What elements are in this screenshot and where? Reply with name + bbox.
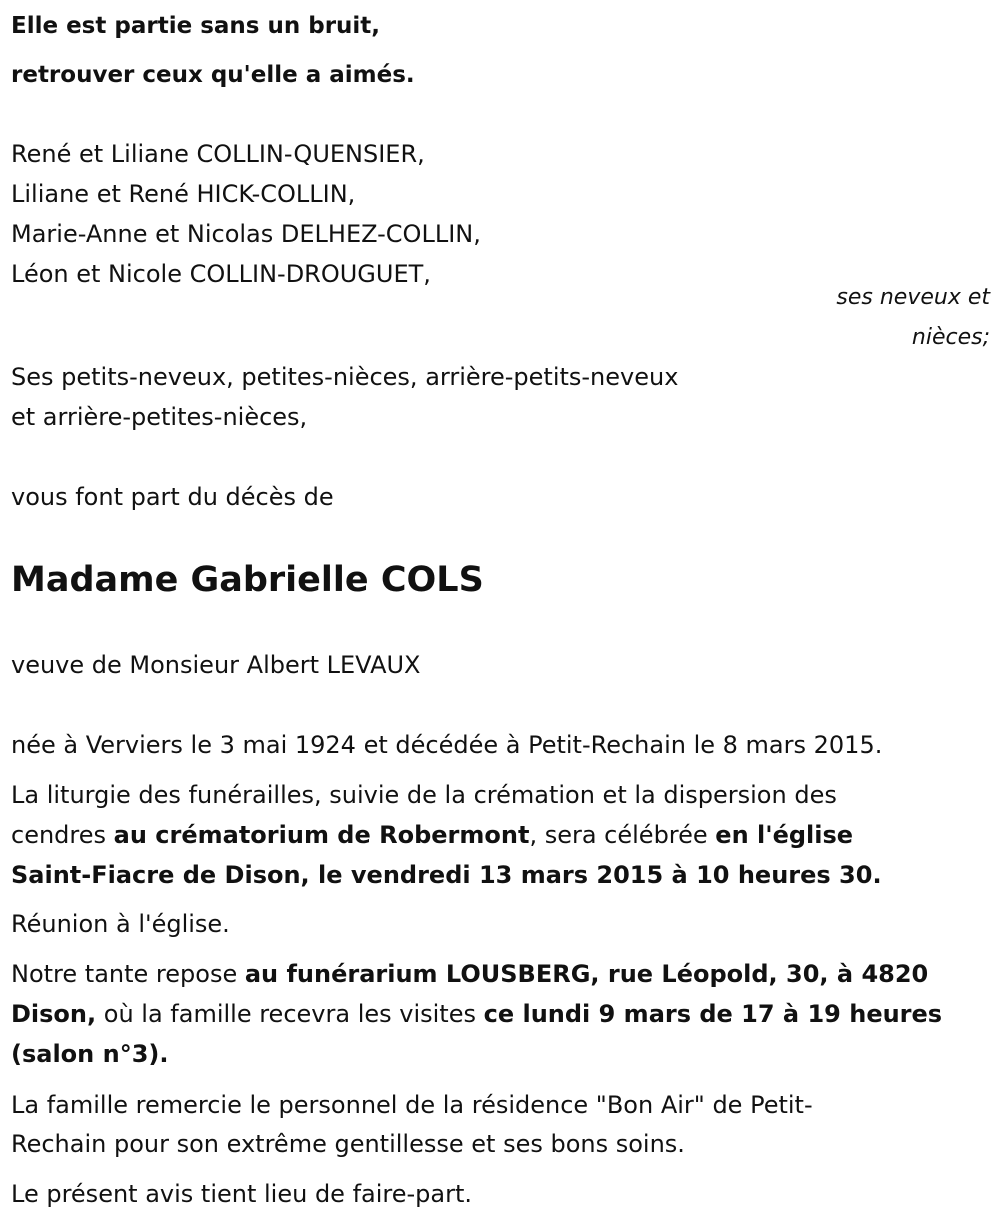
family-member-3: Marie-Anne et Nicolas DELHEZ-COLLIN, xyxy=(11,220,481,248)
family-role-line-1: ses neveux et xyxy=(836,285,990,310)
church-date-time: Saint-Fiacre de Dison, le vendredi 13 mars 2015 à 10 heures 30. xyxy=(11,861,882,889)
widow-line: veuve de Monsieur Albert LEVAUX xyxy=(11,651,421,679)
visit-line-1 xyxy=(11,954,928,994)
visit-text-famille: où la famille recevra les visites xyxy=(96,1000,484,1028)
visit-schedule: ce lundi 9 mars de 17 à 19 heures xyxy=(483,1000,943,1028)
grand-relatives-line-2: et arrière-petites-nièces, xyxy=(11,403,308,431)
visit-line-3 xyxy=(11,1034,168,1074)
family-member-4: Léon et Nicole COLLIN-DROUGUET, xyxy=(11,260,431,288)
liturgy-line-1: La liturgie des funérailles, suivie de la crémation et la dispersion des xyxy=(11,781,837,809)
liturgy-line-3 xyxy=(11,855,882,895)
family-member-2: Liliane et René HICK-COLLIN, xyxy=(11,180,356,208)
grand-relatives-line-1: Ses petits-neveux, petites-nièces, arrière-petits-neveux xyxy=(11,363,679,391)
thanks-line-1: La famille remercie le personnel de la résidence "Bon Air" de Petit- xyxy=(11,1091,813,1119)
liturgy-text-celebree: , sera célébrée xyxy=(529,821,716,849)
thanks-line-2: Rechain pour son extrême gentillesse et ses bons soins. xyxy=(11,1130,685,1158)
funerarium-address: au funérarium LOUSBERG, rue Léopold, 30, à 4820 xyxy=(244,960,929,988)
visit-line-2 xyxy=(11,994,942,1034)
deceased-name: Madame Gabrielle COLS xyxy=(11,560,484,600)
poem-line-1: Elle est partie sans un bruit, xyxy=(11,13,381,39)
announcement-text: vous font part du décès de xyxy=(11,483,334,511)
reunion-line: Réunion à l'église. xyxy=(11,910,230,938)
liturgy-text-cendres: cendres xyxy=(11,821,114,849)
crematorium-name: au crématorium de Robermont xyxy=(113,821,530,849)
poem-line-2: retrouver ceux qu'elle a aimés. xyxy=(11,62,415,88)
church-prefix: en l'église xyxy=(715,821,854,849)
visit-text-repose: Notre tante repose xyxy=(11,960,245,988)
funerarium-city: Dison, xyxy=(11,1000,97,1028)
liturgy-line-2 xyxy=(11,815,853,855)
closing-line: Le présent avis tient lieu de faire-part. xyxy=(11,1180,473,1208)
birth-death-dates: née à Verviers le 3 mai 1924 et décédée à Petit-Rechain le 8 mars 2015. xyxy=(11,731,883,759)
family-member-1: René et Liliane COLLIN-QUENSIER, xyxy=(11,140,425,168)
family-role-line-2: nièces; xyxy=(911,325,990,350)
visit-salon: (salon n°3). xyxy=(11,1040,169,1068)
